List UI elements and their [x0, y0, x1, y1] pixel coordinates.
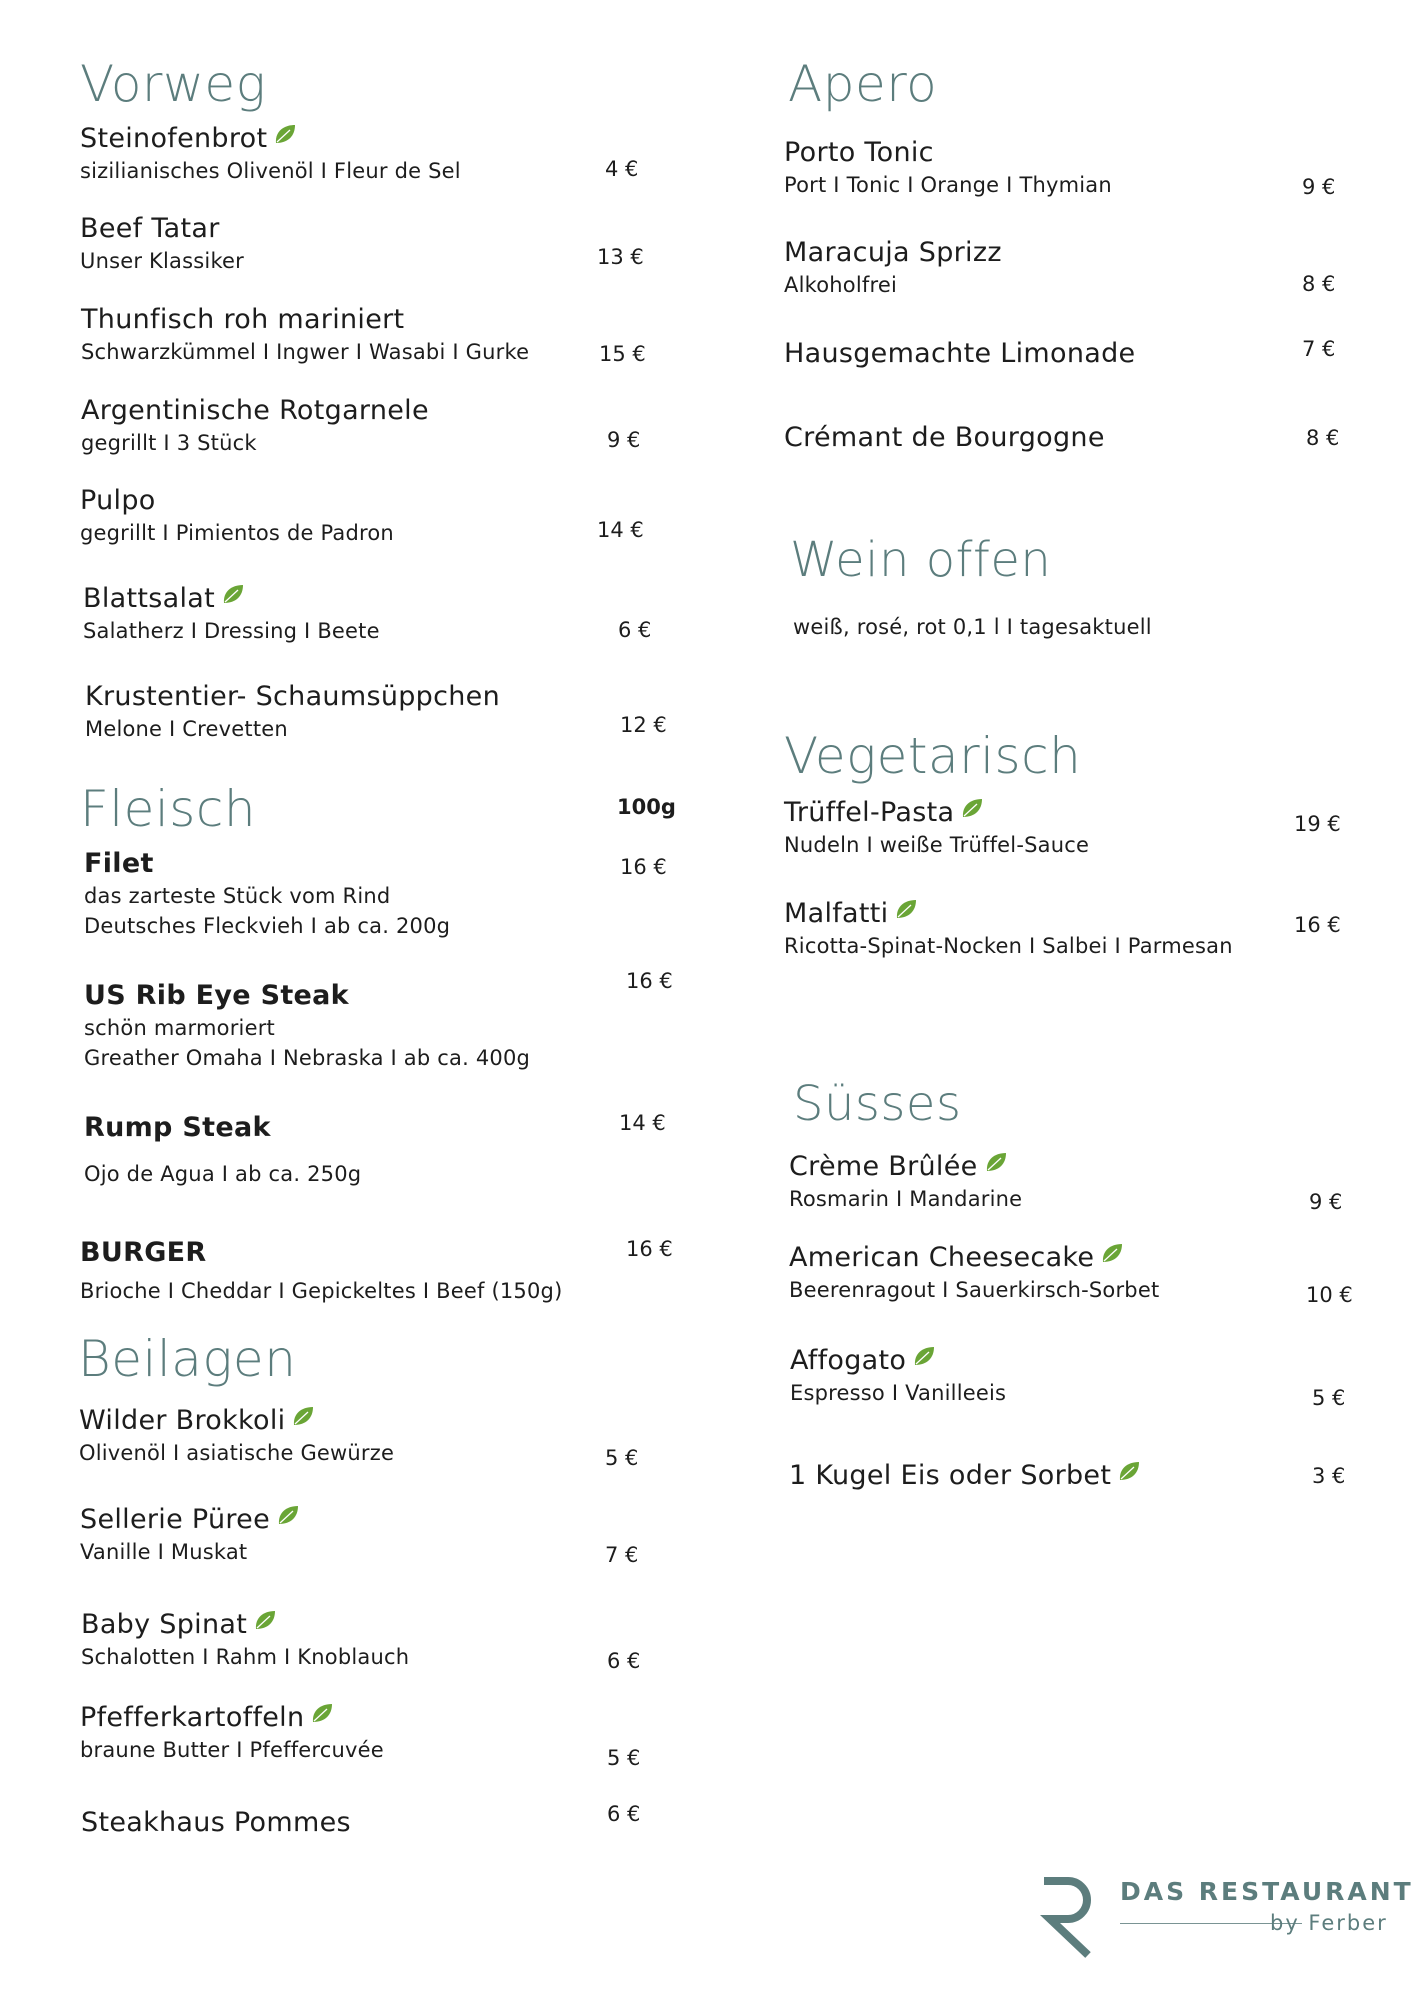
item-description: braune Butter I Pfeffercuvée: [80, 1738, 384, 1762]
item-price: 8 €: [1306, 426, 1340, 450]
item-price: 16 €: [626, 969, 673, 993]
item-name: Krustentier- Schaumsüppchen: [85, 681, 500, 712]
heading-fleisch: Fleisch: [80, 780, 257, 838]
item-price: 13 €: [597, 245, 644, 269]
leaf-icon: [273, 123, 297, 145]
item-name: Blattsalat: [83, 583, 215, 614]
item-name: 1 Kugel Eis oder Sorbet: [789, 1460, 1112, 1491]
item-description: Greather Omaha I Nebraska I ab ca. 400g: [84, 1046, 531, 1070]
item-description: Ricotta-Spinat-Nocken I Salbei I Parmesan: [784, 934, 1233, 958]
item-price: 3 €: [1312, 1464, 1346, 1488]
menu-item: [790, 1344, 1006, 1408]
item-name: Trüffel-Pasta: [784, 797, 955, 828]
item-name: Malfatti: [784, 898, 889, 929]
menu-item: [80, 1236, 562, 1306]
r-logo-icon: [1040, 1875, 1100, 1963]
item-price: 7 €: [1302, 337, 1336, 361]
item-price: 15 €: [599, 342, 646, 366]
item-name: Steakhaus Pommes: [81, 1807, 351, 1838]
item-name: Maracuja Sprizz: [784, 237, 1002, 268]
menu-item: [784, 897, 1233, 961]
item-name: Crémant de Bourgogne: [784, 422, 1105, 453]
menu-item: [80, 1503, 300, 1567]
item-price: 16 €: [1294, 913, 1341, 937]
leaf-icon: [310, 1702, 334, 1724]
item-name: BURGER: [80, 1237, 207, 1268]
price-unit-label: 100g: [617, 795, 676, 819]
item-name: Crème Brûlée: [789, 1151, 978, 1182]
item-description: Vanille I Muskat: [80, 1540, 248, 1564]
menu-item: [784, 337, 1135, 371]
menu-item: [83, 582, 380, 646]
leaf-icon: [894, 898, 918, 920]
leaf-icon: [912, 1345, 936, 1367]
item-description: Schalotten I Rahm I Knoblauch: [81, 1645, 410, 1669]
item-name: Pfefferkartoffeln: [80, 1702, 305, 1733]
menu-item: [79, 1404, 394, 1468]
item-name: Baby Spinat: [81, 1609, 248, 1640]
menu-item: [789, 1241, 1159, 1305]
item-price: 10 €: [1306, 1283, 1353, 1307]
menu-item: [784, 236, 1002, 300]
leaf-icon: [276, 1504, 300, 1526]
item-description: Port I Tonic I Orange I Thymian: [784, 173, 1112, 197]
item-price: 6 €: [607, 1802, 641, 1826]
item-price: 5 €: [605, 1446, 639, 1470]
menu-item: [784, 421, 1105, 455]
item-description: Deutsches Fleckvieh I ab ca. 200g: [84, 914, 451, 938]
heading-wein-offen: Wein offen: [790, 532, 1052, 588]
menu-item: [84, 847, 450, 941]
item-name: Pulpo: [80, 485, 156, 516]
item-description: Unser Klassiker: [80, 249, 245, 273]
item-description: Nudeln I weiße Trüffel-Sauce: [784, 833, 1090, 857]
item-price: 6 €: [618, 618, 652, 642]
menu-item: [80, 1701, 384, 1765]
item-name: Steinofenbrot: [80, 123, 268, 154]
item-price: 6 €: [607, 1649, 641, 1673]
item-name: Rump Steak: [84, 1112, 271, 1143]
item-name: Porto Tonic: [784, 137, 934, 168]
item-price: 9 €: [1302, 175, 1336, 199]
item-price: 5 €: [607, 1746, 641, 1770]
brand-subtitle: by Ferber: [1270, 1911, 1388, 1935]
item-description: sizilianisches Olivenöl I Fleur de Sel: [80, 159, 461, 183]
heading-apero: Apero: [788, 55, 938, 113]
leaf-icon: [1100, 1242, 1124, 1264]
item-description: Brioche I Cheddar I Gepickeltes I Beef (150g): [80, 1279, 563, 1303]
menu-item: [81, 1806, 351, 1840]
menu-item: [85, 680, 500, 744]
menu-item: [84, 979, 530, 1073]
heading-beilagen: Beilagen: [78, 1330, 297, 1388]
item-description: gegrillt I Pimientos de Padron: [80, 521, 394, 545]
heading-suesses: Süsses: [793, 1076, 962, 1132]
item-price: 14 €: [619, 1111, 666, 1135]
item-price: 7 €: [605, 1543, 639, 1567]
menu-item: [80, 212, 244, 276]
item-description: Ojo de Agua I ab ca. 250g: [84, 1162, 362, 1186]
menu-item: [80, 484, 394, 548]
menu-item: [784, 136, 1112, 200]
item-price: 9 €: [1309, 1190, 1343, 1214]
item-description: Espresso I Vanilleeis: [790, 1381, 1007, 1405]
item-description: Schwarzkümmel I Ingwer I Wasabi I Gurke: [81, 340, 530, 364]
item-price: 9 €: [607, 428, 641, 452]
item-name: Argentinische Rotgarnele: [81, 395, 429, 426]
item-name: Affogato: [790, 1345, 907, 1376]
item-description: das zarteste Stück vom Rind: [84, 884, 391, 908]
item-price: 16 €: [620, 855, 667, 879]
menu-item: [81, 303, 529, 367]
item-name: American Cheesecake: [789, 1242, 1095, 1273]
item-description: gegrillt I 3 Stück: [81, 431, 257, 455]
item-description: Melone I Crevetten: [85, 717, 288, 741]
item-name: Wilder Brokkoli: [79, 1405, 286, 1436]
item-name: US Rib Eye Steak: [84, 980, 349, 1011]
item-description: Beerenragout I Sauerkirsch-Sorbet: [789, 1278, 1160, 1302]
item-price: 12 €: [620, 713, 667, 737]
item-name: Thunfisch roh mariniert: [81, 304, 405, 335]
leaf-icon: [1117, 1460, 1141, 1482]
item-description: weiß, rosé, rot 0,1 l I tagesaktuell: [793, 615, 1152, 639]
menu-item: [84, 1111, 361, 1189]
item-price: 14 €: [597, 518, 644, 542]
item-description: Alkoholfrei: [784, 273, 897, 297]
item-name: Filet: [84, 848, 154, 879]
item-description: Olivenöl I asiatische Gewürze: [79, 1441, 395, 1465]
heading-vegetarisch: Vegetarisch: [784, 727, 1082, 785]
item-description: Rosmarin I Mandarine: [789, 1187, 1023, 1211]
menu-item: [789, 1459, 1141, 1493]
item-price: 19 €: [1294, 812, 1341, 836]
item-price: 4 €: [605, 157, 639, 181]
leaf-icon: [221, 583, 245, 605]
restaurant-brand: [1040, 1875, 1414, 1965]
menu-item: [784, 796, 1089, 860]
item-price: 16 €: [626, 1237, 673, 1261]
leaf-icon: [960, 797, 984, 819]
brand-name: DAS RESTAURANT: [1120, 1877, 1414, 1906]
leaf-icon: [291, 1405, 315, 1427]
menu-item: [81, 1608, 409, 1672]
item-description: Salatherz I Dressing I Beete: [83, 619, 380, 643]
leaf-icon: [984, 1151, 1008, 1173]
item-name: Beef Tatar: [80, 213, 220, 244]
menu-item: [789, 1150, 1022, 1214]
menu-item: [80, 122, 461, 186]
item-name: Hausgemachte Limonade: [784, 338, 1136, 369]
menu-item: [81, 394, 429, 458]
heading-vorweg: Vorweg: [80, 55, 267, 113]
item-price: 8 €: [1302, 272, 1336, 296]
item-price: 5 €: [1312, 1386, 1346, 1410]
item-description: schön marmoriert: [84, 1016, 275, 1040]
item-name: Sellerie Püree: [80, 1504, 271, 1535]
leaf-icon: [253, 1609, 277, 1631]
